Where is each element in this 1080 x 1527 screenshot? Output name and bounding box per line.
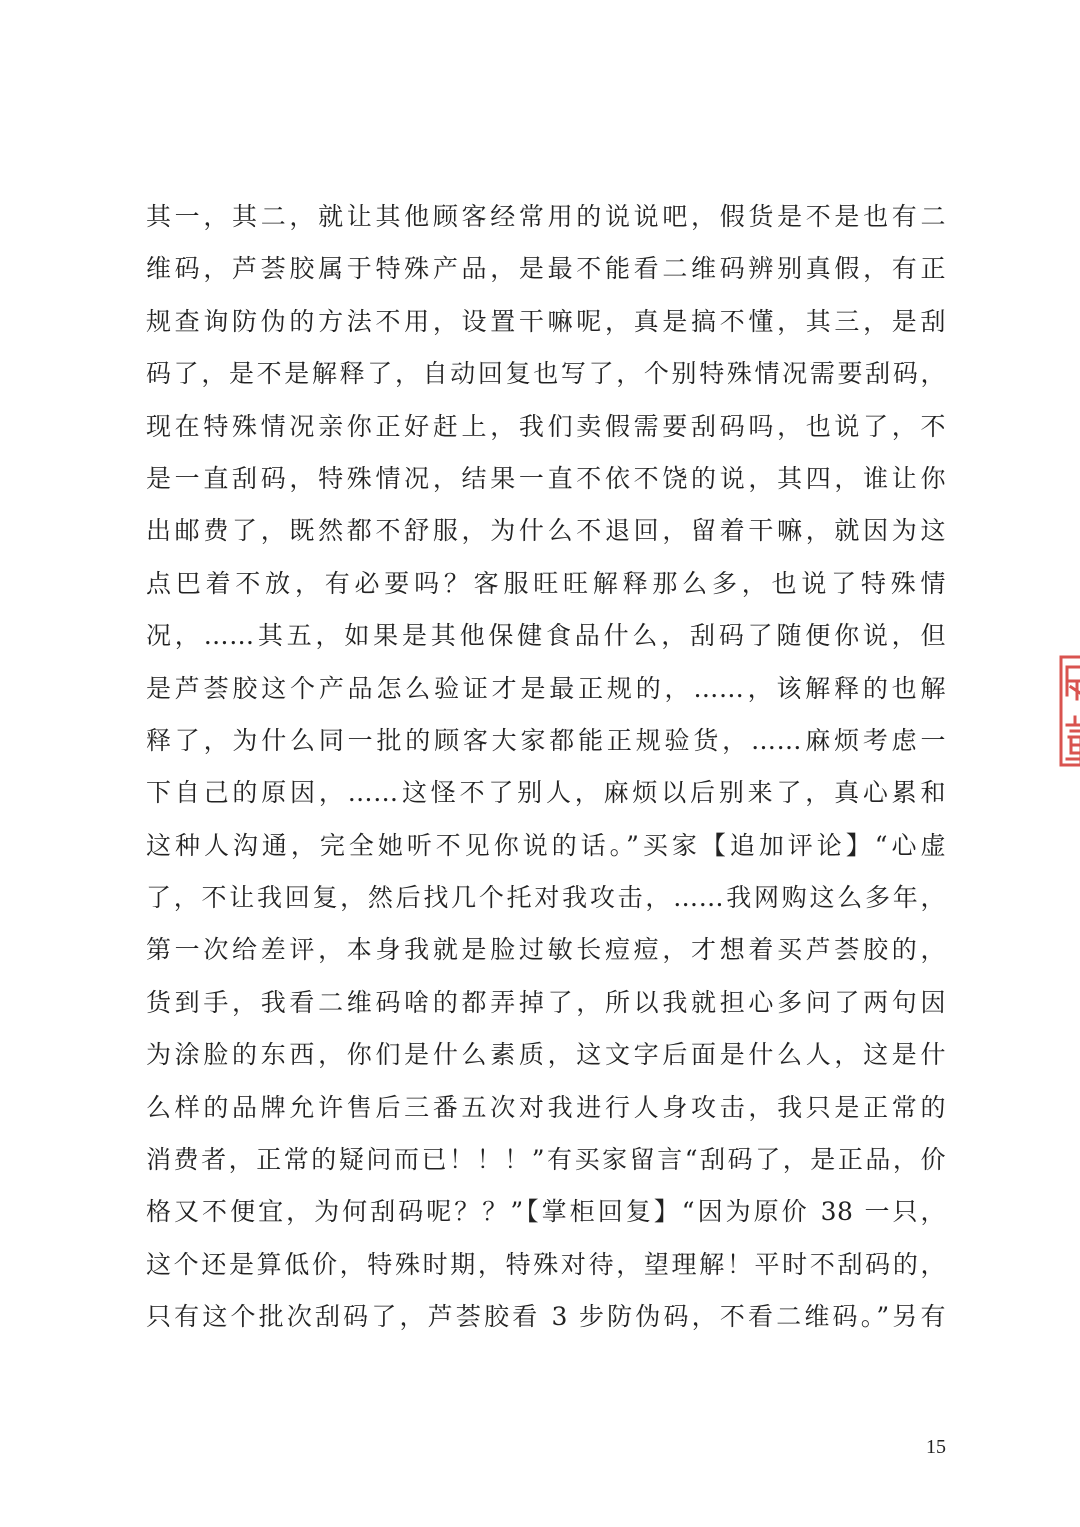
text-line: 出邮费了，既然都不舒服，为什么不退回，留着干嘛，就因为这 [146,516,946,546]
text-line: 这种人沟通，完全她听不见你说的话。”买家【追加评论】“心虚 [146,830,946,860]
text-line: 其一，其二，就让其他顾客经常用的说说吧，假货是不是也有二 [146,202,946,231]
page-number: 15 [926,1436,946,1458]
text-line: 格又不便宜，为何刮码呢？？”【掌柜回复】“因为原价 38 一只， [146,1197,946,1227]
text-line: 释了，为什么同一批的顾客大家都能正规验货，……麻烦考虑一 [146,725,946,755]
text-line: 货到手，我看二维码啥的都弄掉了，所以我就担心多问了两句因 [146,987,946,1017]
body-text [146,191,946,1344]
text-line: 消费者，正常的疑问而已！！！”有买家留言“刮码了，是正品，价 [146,1145,946,1175]
text-line: 了，不让我回复，然后找几个托对我攻击，……我网购这么多年， [146,883,946,913]
text-line: 只有这个批次刮码了，芦荟胶看 3 步防伪码，不看二维码。”另有 [146,1302,946,1332]
text-line: 码了，是不是解释了，自动回复也写了，个别特殊情况需要刮码， [146,359,946,389]
text-line: 第一次给差评，本身我就是脸过敏长痘痘，才想着买芦荟胶的， [146,935,946,965]
text-line: 现在特殊情况亲你正好赶上，我们卖假需要刮码吗，也说了，不 [146,411,946,441]
text-line: 规查询防伪的方法不用，设置干嘛呢，真是搞不懂，其三，是刮 [146,306,946,336]
text-line: 这个还是算低价，特殊时期，特殊对待，望理解！平时不刮码的， [146,1249,946,1279]
text-line: 是芦荟胶这个产品怎么验证才是最正规的，……，该解释的也解 [146,673,946,703]
text-line: 为涂脸的东西，你们是什么素质，这文字后面是什么人，这是什 [146,1040,946,1070]
seal-stamp-icon [1055,655,1080,767]
text-line: 点巴着不放，有必要吗？客服旺旺解释那么多，也说了特殊情 [146,568,946,598]
text-line: 况，……其五，如果是其他保健食品什么，刮码了随便你说，但 [146,621,946,651]
text-line: 下自己的原因，……这怪不了别人，麻烦以后别来了，真心累和 [146,778,946,808]
text-line: 么样的品牌允许售后三番五次对我进行人身攻击，我只是正常的 [146,1092,946,1122]
text-line: 是一直刮码，特殊情况，结果一直不依不饶的说，其四，谁让你 [146,463,946,493]
text-line: 维码，芦荟胶属于特殊产品，是最不能看二维码辨别真假，有正 [146,254,946,284]
